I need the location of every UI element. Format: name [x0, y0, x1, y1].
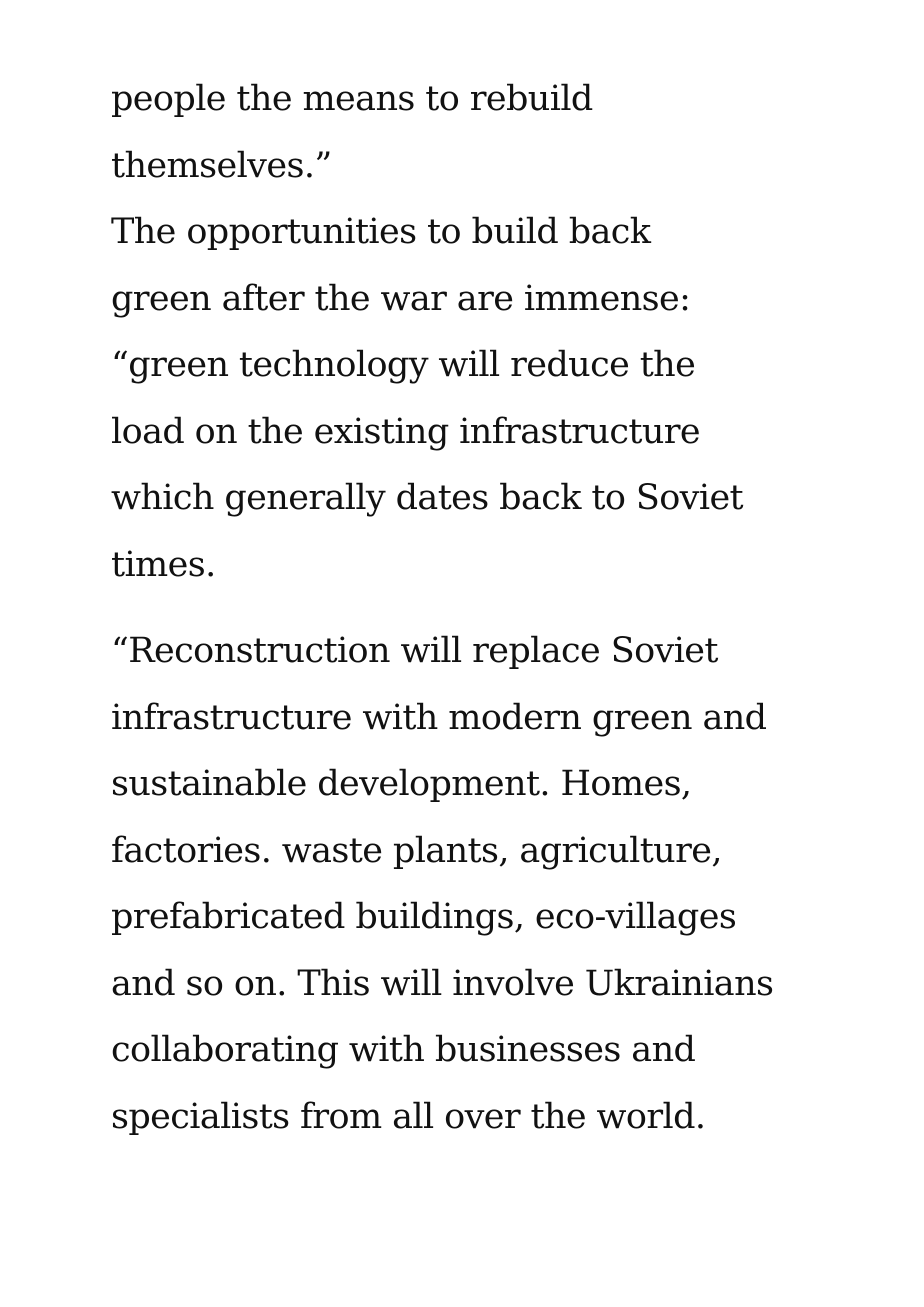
text-line: load on the existing infrastructure: [111, 411, 701, 452]
text-line: and so on. This will involve Ukrainians: [111, 963, 774, 1004]
paragraph-2: [111, 199, 871, 598]
text-line: “Reconstruction will replace Soviet: [111, 631, 718, 671]
text-line: prefabricated buildings, eco-villages: [111, 897, 737, 937]
text-line: infrastructure with modern green and: [111, 697, 767, 738]
article-body: [111, 66, 871, 1150]
text-line: green after the war are immense:: [111, 278, 691, 319]
text-line: “green technology will reduce the: [111, 345, 696, 385]
text-line: people the means to rebuild: [111, 79, 593, 119]
text-line: collaborating with businesses and: [111, 1030, 696, 1070]
text-line: themselves.”: [111, 145, 332, 186]
text-line: specialists from all over the world.: [111, 1096, 706, 1137]
paragraph-3: [111, 618, 871, 1150]
text-line: times.: [111, 544, 216, 585]
text-line: which generally dates back to Soviet: [111, 478, 744, 518]
text-line: The opportunities to build back: [111, 212, 651, 252]
paragraph-spacer: [111, 598, 871, 618]
text-line: sustainable development. Homes,: [111, 764, 692, 804]
paragraph-1: [111, 66, 871, 199]
text-line: factories. waste plants, agriculture,: [111, 830, 722, 871]
